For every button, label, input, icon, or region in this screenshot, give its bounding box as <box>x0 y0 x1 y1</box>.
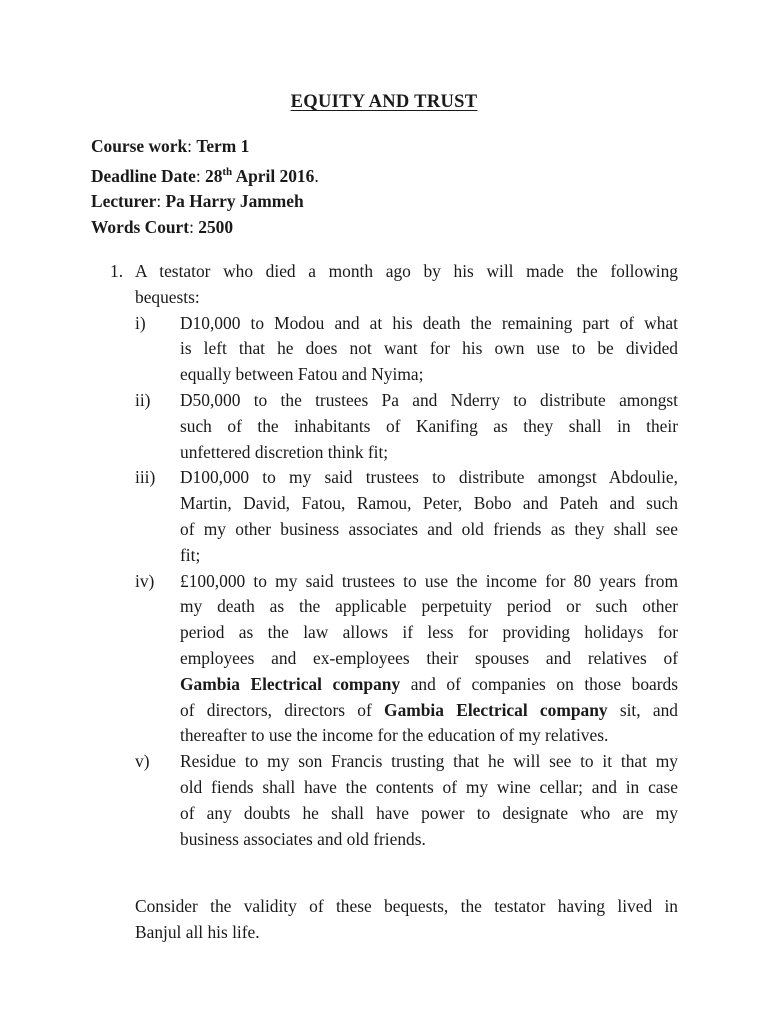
meta-label: Deadline Date <box>91 165 196 186</box>
bequest-item-iii <box>110 465 678 568</box>
coursework-meta <box>91 134 319 241</box>
bequest-text: Residue to my son Francis trusting that he will see to it that my old fiends shall have the contents of my wine cellar; and in case of any doubts he shall have power to designate who are my business associates and old friends. <box>180 751 678 849</box>
closing-instruction: Consider the validity of these bequests, the testator having lived in Banjul all his life. <box>135 896 678 942</box>
company-name: Gambia Electrical company <box>180 673 401 694</box>
meta-label: Words Court <box>91 217 190 238</box>
bequest-label: iii) <box>135 467 156 488</box>
document-title: EQUITY AND TRUST <box>290 92 478 112</box>
meta-value: Term 1 <box>196 136 250 156</box>
question-intro: A testator who died a month ago by his will made the following bequests: <box>135 261 678 307</box>
bequest-item-v <box>110 749 678 852</box>
bequest-text: D10,000 to Modou and at his death the remaining part of what is left that he does not want for his own use to be divided equally between Fatou and Nyima; <box>180 312 678 385</box>
question-1 <box>110 259 678 849</box>
meta-lecturer: Lecturer: Pa Harry Jammeh <box>91 191 304 212</box>
bequest-label: v) <box>135 751 150 772</box>
company-name: Gambia Electrical company <box>384 699 608 720</box>
meta-course-work: Course work: Term 1 <box>91 136 250 156</box>
meta-value-rest: April 2016 <box>235 165 315 186</box>
meta-value-sup: th <box>222 165 233 178</box>
meta-label: Course work <box>91 136 188 156</box>
meta-word-count: Words Court: 2500 <box>91 217 234 238</box>
bequest-text: D100,000 to my said trustees to distribute amongst Abdoulie, Martin, David, Fatou, Ramou, Peter, Bobo and Pateh and such of my other business associates and old friends as they shall see fit; <box>180 467 678 565</box>
meta-value: 2500 <box>198 217 234 238</box>
bequest-label: ii) <box>135 389 151 410</box>
bequest-item-ii <box>110 388 678 465</box>
bequest-label: i) <box>135 312 146 333</box>
meta-label: Lecturer <box>91 191 157 212</box>
bequest-item-iv <box>110 569 678 750</box>
bequest-label: iv) <box>135 570 155 591</box>
meta-trailing: . <box>314 165 319 186</box>
meta-deadline: Deadline Date: 28th April 2016. <box>91 165 319 186</box>
bequest-list <box>110 311 678 853</box>
meta-value: Pa Harry Jammeh <box>165 191 304 212</box>
meta-value-day: 28 <box>205 165 223 186</box>
question-number: 1. <box>110 261 124 281</box>
bequest-text: D50,000 to the trustees Pa and Nderry to distribute amongst such of the inhabitants of Kanifing as they shall in their unfettered discretion think fit; <box>180 389 678 462</box>
bequest-item-i <box>110 311 678 388</box>
bequest-text: £100,000 to my said trustees to use the income for 80 years from my death as the applicable perpetuity period or such other period as the law allows if less for providing holidays for employees and ex-employees their spouses and relatives of Gambia Electrical company and of companies on those boards of directors, directors of Gambia Electrical company sit, and thereafter to use the income for the education of my relatives. <box>180 570 678 746</box>
